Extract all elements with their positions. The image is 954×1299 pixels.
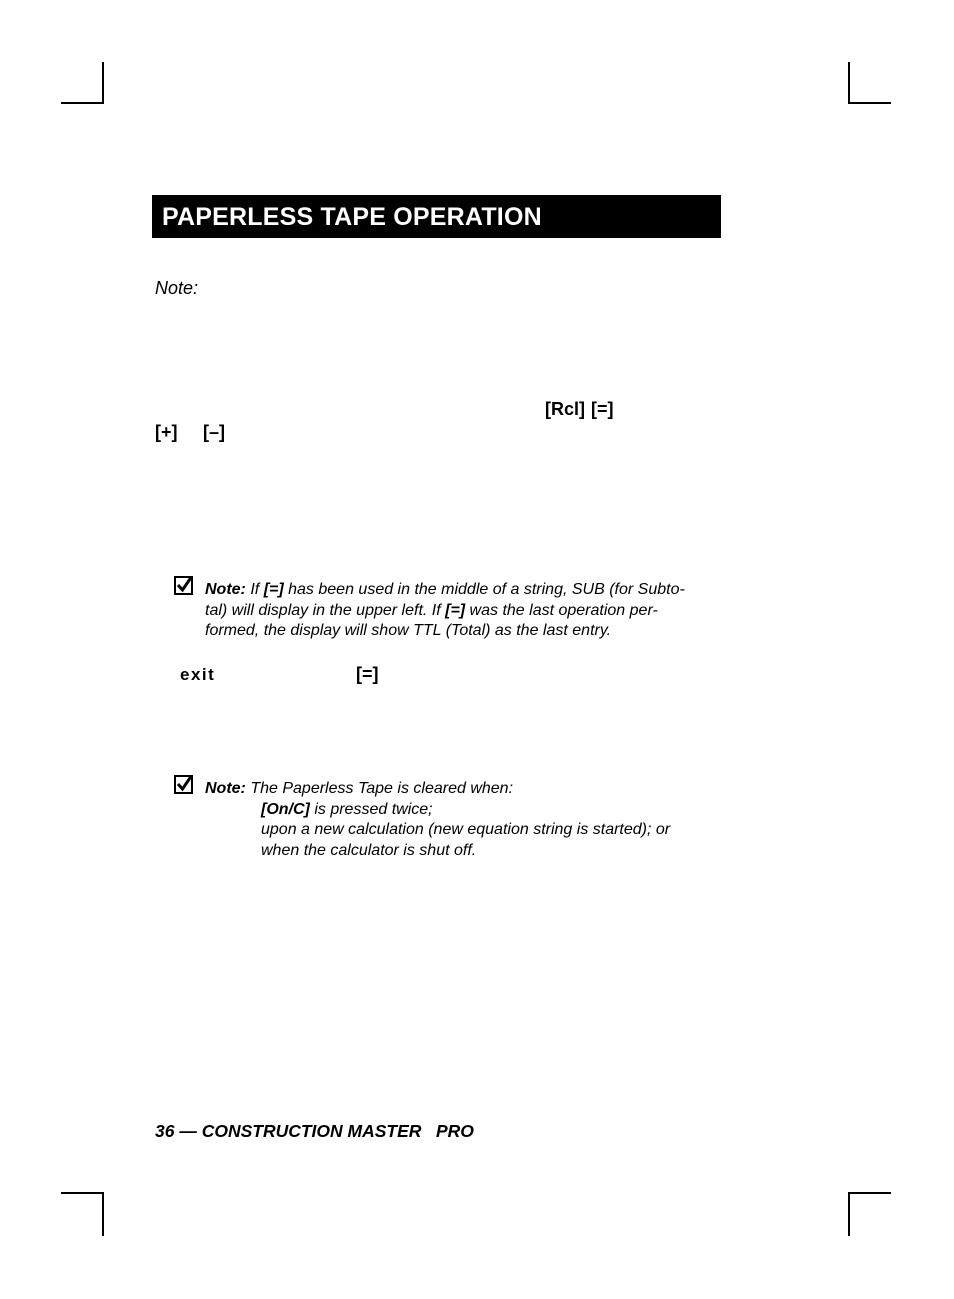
list-item: upon a new calculation (new equation string is started); or <box>261 821 671 839</box>
key-on-c: [On/C] <box>261 800 310 818</box>
key-equals: [=] <box>445 601 466 619</box>
key-equals: [=] <box>356 664 379 684</box>
key-plus: [+] <box>155 422 178 442</box>
note-subtotal-line-2: tal) will display in the upper left. If [=] was the last operation per- <box>205 601 658 619</box>
note-tape-cleared <box>205 779 725 862</box>
note-subtotal <box>205 580 725 642</box>
crop-mark-bottom-right-horizontal <box>848 1192 891 1194</box>
crop-mark-top-left-vertical <box>102 62 104 104</box>
note-label: Note: <box>205 780 246 797</box>
page-footer: 36 — CONSTRUCTION MASTER PRO <box>155 1121 474 1141</box>
crop-mark-top-right-horizontal <box>848 102 891 104</box>
crop-mark-bottom-right-vertical <box>848 1192 850 1236</box>
note-label: Note: <box>205 581 246 598</box>
note-subtotal-line-1: Note: If [=] has been used in the middle of a string, SUB (for Subto- <box>205 581 685 598</box>
crop-mark-bottom-left-vertical <box>102 1192 104 1236</box>
crop-mark-top-left-horizontal <box>61 102 104 104</box>
note-tape-cleared-intro: Note: The Paperless Tape is cleared when: <box>205 780 514 797</box>
key-equals: [=] <box>591 399 614 419</box>
list-item: when the calculator is shut off. <box>261 842 477 860</box>
checkbox-checked-icon <box>174 775 193 794</box>
key-equals: [=] <box>263 581 284 598</box>
note-subtotal-line-3: formed, the display will show TTL (Total) as the last entry. <box>205 622 612 640</box>
crop-mark-bottom-left-horizontal <box>61 1192 104 1194</box>
list-item: [On/C] is pressed twice; <box>261 800 433 818</box>
checkbox-checked-icon <box>174 576 193 595</box>
key-rcl: [Rcl] <box>545 399 585 419</box>
intro-note-label: Note: <box>155 278 199 298</box>
key-minus: [–] <box>203 422 225 442</box>
exit-label: exit <box>180 665 216 684</box>
page-title: PAPERLESS TAPE OPERATION <box>152 195 721 238</box>
crop-mark-top-right-vertical <box>848 62 850 104</box>
